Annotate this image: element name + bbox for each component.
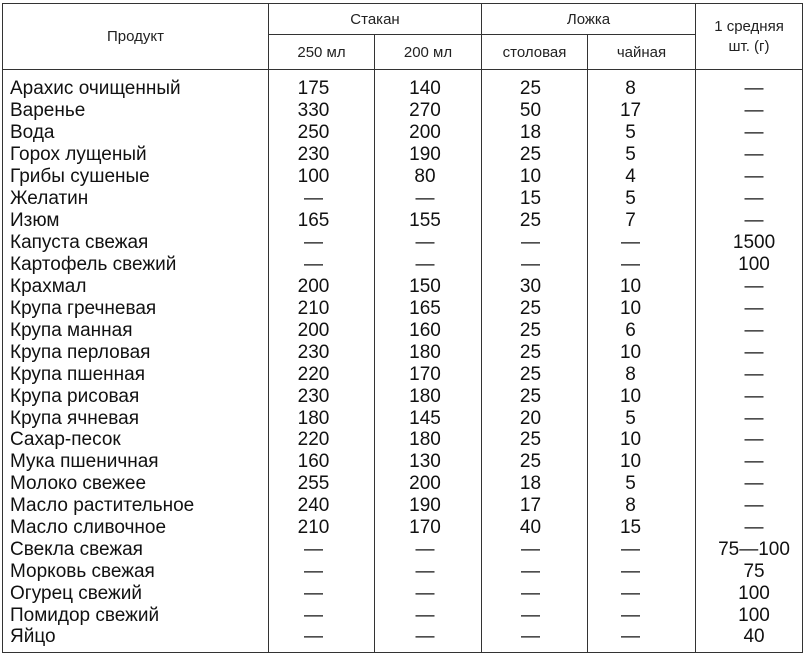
product-name: Молоко свежее	[3, 473, 269, 495]
glass-250-value: —	[269, 605, 375, 627]
product-name: Свекла свежая	[3, 539, 269, 561]
tablespoon-value: 20	[482, 407, 588, 429]
tablespoon-value: 25	[482, 341, 588, 363]
table-row	[3, 451, 803, 473]
one-item-value: 40	[696, 626, 803, 653]
glass-250-value: 210	[269, 297, 375, 319]
one-item-value: —	[696, 429, 803, 451]
tablespoon-value: 25	[482, 363, 588, 385]
glass-200-value: —	[375, 254, 482, 276]
product-name: Крупа манная	[3, 319, 269, 341]
glass-250-value: 100	[269, 166, 375, 188]
table-row	[3, 495, 803, 517]
tablespoon-value: 25	[482, 451, 588, 473]
glass-200-value: 180	[375, 385, 482, 407]
glass-200-value: 155	[375, 210, 482, 232]
product-name: Масло сливочное	[3, 517, 269, 539]
table-row	[3, 605, 803, 627]
one-item-value: —	[696, 297, 803, 319]
glass-250-value: —	[269, 583, 375, 605]
teaspoon-value: 5	[588, 122, 696, 144]
product-name: Крупа рисовая	[3, 385, 269, 407]
one-item-value: —	[696, 517, 803, 539]
glass-250-value: 230	[269, 341, 375, 363]
one-item-value: —	[696, 385, 803, 407]
glass-200-value: 190	[375, 495, 482, 517]
glass-250-value: —	[269, 232, 375, 254]
teaspoon-value: 10	[588, 429, 696, 451]
product-name: Желатин	[3, 188, 269, 210]
table-row	[3, 561, 803, 583]
table-row	[3, 254, 803, 276]
teaspoon-value: —	[588, 539, 696, 561]
glass-200-value: 130	[375, 451, 482, 473]
teaspoon-value: —	[588, 626, 696, 653]
one-item-value: —	[696, 451, 803, 473]
table-row	[3, 539, 803, 561]
teaspoon-value: 5	[588, 473, 696, 495]
product-name: Капуста свежая	[3, 232, 269, 254]
table-row	[3, 122, 803, 144]
product-name: Грибы сушеные	[3, 166, 269, 188]
glass-200-value: 150	[375, 275, 482, 297]
table-row	[3, 100, 803, 122]
product-name: Крупа гречневая	[3, 297, 269, 319]
glass-250-value: 160	[269, 451, 375, 473]
one-item-value: 100	[696, 254, 803, 276]
glass-200-value: 170	[375, 363, 482, 385]
product-name: Крупа пшенная	[3, 363, 269, 385]
glass-200-value: 145	[375, 407, 482, 429]
table-row	[3, 210, 803, 232]
header-glass-200: 200 мл	[375, 35, 482, 70]
table-row	[3, 407, 803, 429]
tablespoon-value: 25	[482, 144, 588, 166]
product-name: Крупа перловая	[3, 341, 269, 363]
glass-250-value: —	[269, 539, 375, 561]
header-one-item	[696, 4, 803, 70]
glass-200-value: 160	[375, 319, 482, 341]
glass-250-value: 180	[269, 407, 375, 429]
glass-250-value: —	[269, 626, 375, 653]
glass-200-value: —	[375, 605, 482, 627]
glass-200-value: 140	[375, 70, 482, 100]
teaspoon-value: 10	[588, 275, 696, 297]
product-name: Помидор свежий	[3, 605, 269, 627]
one-item-value: —	[696, 341, 803, 363]
tablespoon-value: —	[482, 605, 588, 627]
one-item-value: —	[696, 188, 803, 210]
glass-200-value: —	[375, 583, 482, 605]
table-row	[3, 473, 803, 495]
tablespoon-value: 25	[482, 210, 588, 232]
header-spoon: Ложка	[482, 4, 696, 35]
table-row	[3, 385, 803, 407]
teaspoon-value: 10	[588, 341, 696, 363]
tablespoon-value: 25	[482, 319, 588, 341]
product-name: Горох лущеный	[3, 144, 269, 166]
glass-200-value: 190	[375, 144, 482, 166]
product-name: Огурец свежий	[3, 583, 269, 605]
one-item-value: 75—100	[696, 539, 803, 561]
one-item-value: —	[696, 495, 803, 517]
tablespoon-value: 30	[482, 275, 588, 297]
glass-200-value: 180	[375, 341, 482, 363]
one-item-value: —	[696, 407, 803, 429]
glass-200-value: 270	[375, 100, 482, 122]
tablespoon-value: 10	[482, 166, 588, 188]
glass-200-value: 200	[375, 473, 482, 495]
weights-table	[2, 3, 803, 653]
teaspoon-value: 5	[588, 188, 696, 210]
tablespoon-value: —	[482, 561, 588, 583]
product-name: Мука пшеничная	[3, 451, 269, 473]
one-item-value: —	[696, 363, 803, 385]
table-row	[3, 429, 803, 451]
product-name: Крупа ячневая	[3, 407, 269, 429]
teaspoon-value: 15	[588, 517, 696, 539]
glass-250-value: 220	[269, 363, 375, 385]
tablespoon-value: —	[482, 583, 588, 605]
teaspoon-value: —	[588, 583, 696, 605]
glass-250-value: 240	[269, 495, 375, 517]
header-product: Продукт	[3, 4, 269, 70]
product-name: Изюм	[3, 210, 269, 232]
table-row	[3, 144, 803, 166]
one-item-value: —	[696, 70, 803, 100]
teaspoon-value: —	[588, 561, 696, 583]
teaspoon-value: —	[588, 254, 696, 276]
product-name: Вода	[3, 122, 269, 144]
header-one-item-line1: 1 средняя	[714, 17, 784, 35]
table-row	[3, 188, 803, 210]
glass-250-value: 230	[269, 385, 375, 407]
glass-250-value: 200	[269, 319, 375, 341]
glass-200-value: 180	[375, 429, 482, 451]
tablespoon-value: —	[482, 539, 588, 561]
tablespoon-value: 18	[482, 122, 588, 144]
teaspoon-value: 10	[588, 385, 696, 407]
glass-250-value: 210	[269, 517, 375, 539]
glass-200-value: —	[375, 626, 482, 653]
glass-200-value: —	[375, 232, 482, 254]
one-item-value: —	[696, 122, 803, 144]
glass-250-value: 255	[269, 473, 375, 495]
tablespoon-value: 17	[482, 495, 588, 517]
teaspoon-value: 4	[588, 166, 696, 188]
glass-250-value: 250	[269, 122, 375, 144]
product-name: Яйцо	[3, 626, 269, 653]
table-row	[3, 517, 803, 539]
product-name: Варенье	[3, 100, 269, 122]
teaspoon-value: —	[588, 605, 696, 627]
tablespoon-value: —	[482, 626, 588, 653]
one-item-value: —	[696, 210, 803, 232]
tablespoon-value: —	[482, 254, 588, 276]
glass-200-value: —	[375, 539, 482, 561]
teaspoon-value: 8	[588, 70, 696, 100]
one-item-value: —	[696, 100, 803, 122]
table-row	[3, 166, 803, 188]
product-name: Сахар-песок	[3, 429, 269, 451]
header-glass-250: 250 мл	[269, 35, 375, 70]
teaspoon-value: 5	[588, 407, 696, 429]
one-item-value: —	[696, 275, 803, 297]
table-row	[3, 626, 803, 653]
tablespoon-value: 25	[482, 385, 588, 407]
glass-250-value: 330	[269, 100, 375, 122]
teaspoon-value: 7	[588, 210, 696, 232]
glass-200-value: 200	[375, 122, 482, 144]
tablespoon-value: 25	[482, 429, 588, 451]
tablespoon-value: 18	[482, 473, 588, 495]
one-item-value: 100	[696, 583, 803, 605]
glass-250-value: —	[269, 561, 375, 583]
glass-200-value: 80	[375, 166, 482, 188]
header-teaspoon: чайная	[588, 35, 696, 70]
one-item-value: 1500	[696, 232, 803, 254]
tablespoon-value: 40	[482, 517, 588, 539]
table-body	[3, 70, 803, 653]
teaspoon-value: —	[588, 232, 696, 254]
tablespoon-value: 15	[482, 188, 588, 210]
teaspoon-value: 10	[588, 451, 696, 473]
table-row	[3, 319, 803, 341]
table-row	[3, 583, 803, 605]
header-tablespoon: столовая	[482, 35, 588, 70]
tablespoon-value: 25	[482, 70, 588, 100]
teaspoon-value: 6	[588, 319, 696, 341]
glass-250-value: —	[269, 188, 375, 210]
table-row	[3, 363, 803, 385]
glass-250-value: 200	[269, 275, 375, 297]
product-name: Арахис очищенный	[3, 70, 269, 100]
tablespoon-value: —	[482, 232, 588, 254]
one-item-value: 100	[696, 605, 803, 627]
teaspoon-value: 8	[588, 495, 696, 517]
one-item-value: —	[696, 319, 803, 341]
teaspoon-value: 17	[588, 100, 696, 122]
teaspoon-value: 5	[588, 144, 696, 166]
glass-250-value: 230	[269, 144, 375, 166]
one-item-value: 75	[696, 561, 803, 583]
table-row	[3, 297, 803, 319]
glass-200-value: —	[375, 188, 482, 210]
one-item-value: —	[696, 473, 803, 495]
glass-250-value: 165	[269, 210, 375, 232]
table-row	[3, 341, 803, 363]
teaspoon-value: 8	[588, 363, 696, 385]
table-row	[3, 70, 803, 100]
tablespoon-value: 25	[482, 297, 588, 319]
product-name: Крахмал	[3, 275, 269, 297]
table-row	[3, 275, 803, 297]
teaspoon-value: 10	[588, 297, 696, 319]
glass-200-value: 165	[375, 297, 482, 319]
table-row	[3, 232, 803, 254]
glass-250-value: 220	[269, 429, 375, 451]
product-name: Морковь свежая	[3, 561, 269, 583]
table-header	[3, 4, 803, 70]
glass-250-value: —	[269, 254, 375, 276]
header-glass: Стакан	[269, 4, 482, 35]
product-name: Масло растительное	[3, 495, 269, 517]
one-item-value: —	[696, 144, 803, 166]
tablespoon-value: 50	[482, 100, 588, 122]
glass-200-value: —	[375, 561, 482, 583]
glass-200-value: 170	[375, 517, 482, 539]
glass-250-value: 175	[269, 70, 375, 100]
header-one-item-line2: шт. (г)	[728, 37, 770, 55]
product-name: Картофель свежий	[3, 254, 269, 276]
one-item-value: —	[696, 166, 803, 188]
